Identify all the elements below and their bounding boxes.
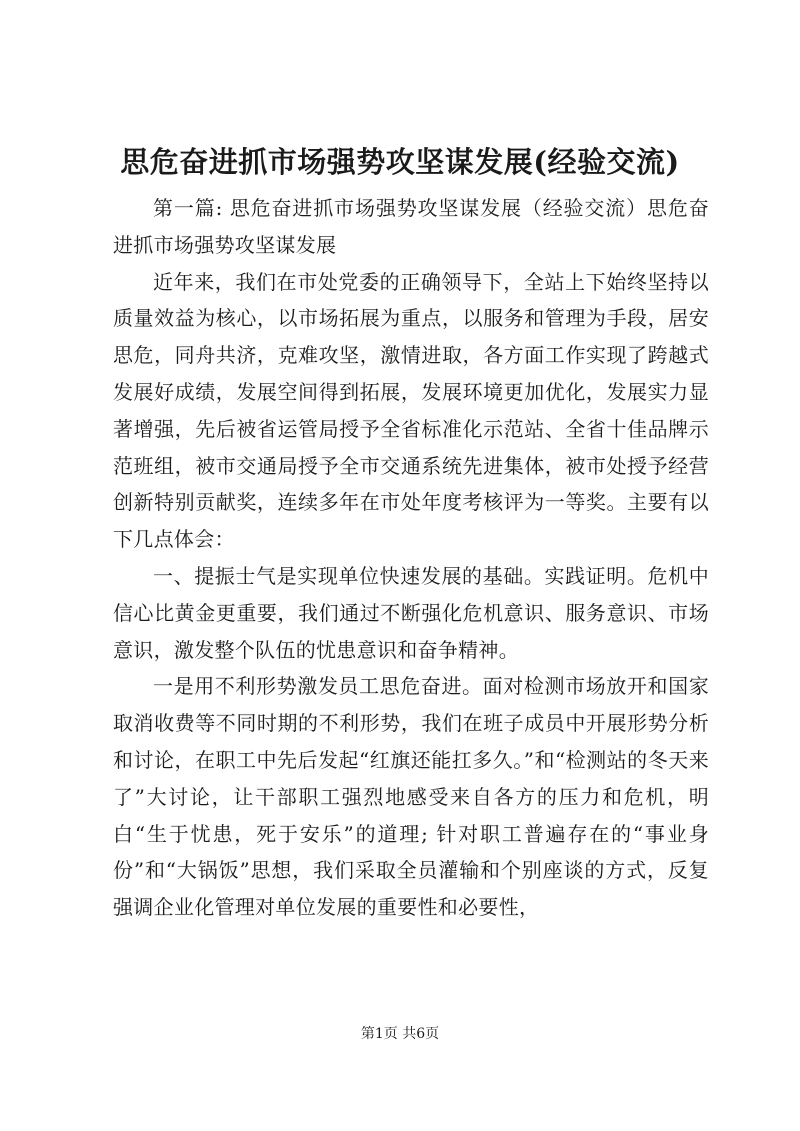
paragraph-sub-point-one: 一是用不利形势激发员工思危奋进。面对检测市场放开和国家取消收费等不同时期的不利形势，我们在班子成员中开展形势分析和讨论，在职工中先后发起“红旗还能扛多久。”和“检测站的冬天来了”大讨论，让干部职工强烈地感受来自各方的压力和危机，明白“生于忧患，死于安乐”的道理; 针对职工普遍存在的“事业身份”和“大锅饭”思想，我们采取全员灌输和个别座谈的方式，反复强调企业化管理对单位发展的重要性和必要性， bbox=[113, 674, 709, 920]
paragraph-intro: 第一篇: 思危奋进抓市场强势攻坚谋发展（经验交流）思危奋进抓市场强势攻坚谋发展 bbox=[113, 196, 709, 257]
paragraph-point-one: 一、提振士气是实现单位快速发展的基础。实践证明。危机中信心比黄金更重要，我们通过不断强化危机意识、服务意识、市场意识，激发整个队伍的忧患意识和奋争精神。 bbox=[113, 563, 709, 662]
page-number-footer: 第1页 共6页 bbox=[360, 1026, 440, 1042]
paragraph-overview: 近年来，我们在市处党委的正确领导下，全站上下始终坚持以质量效益为核心，以市场拓展为重点，以服务和管理为手段，居安思危，同舟共济，克难攻坚，激情进取，各方面工作实现了跨越式发展好成绩，发展空间得到拓展，发展环境更加优化，发展实力显著增强，先后被省运管局授予全省标准化示范站、全省十佳品牌示范班组，被市交通局授予全市交通系统先进集体，被市处授予经营创新特别贡献奖，连续多年在市处年度考核评为一等奖。主要有以下几点体会： bbox=[113, 269, 709, 552]
document-title: 思危奋进抓市场强势攻坚谋发展(经验交流) bbox=[120, 145, 680, 179]
document-body bbox=[113, 190, 709, 926]
